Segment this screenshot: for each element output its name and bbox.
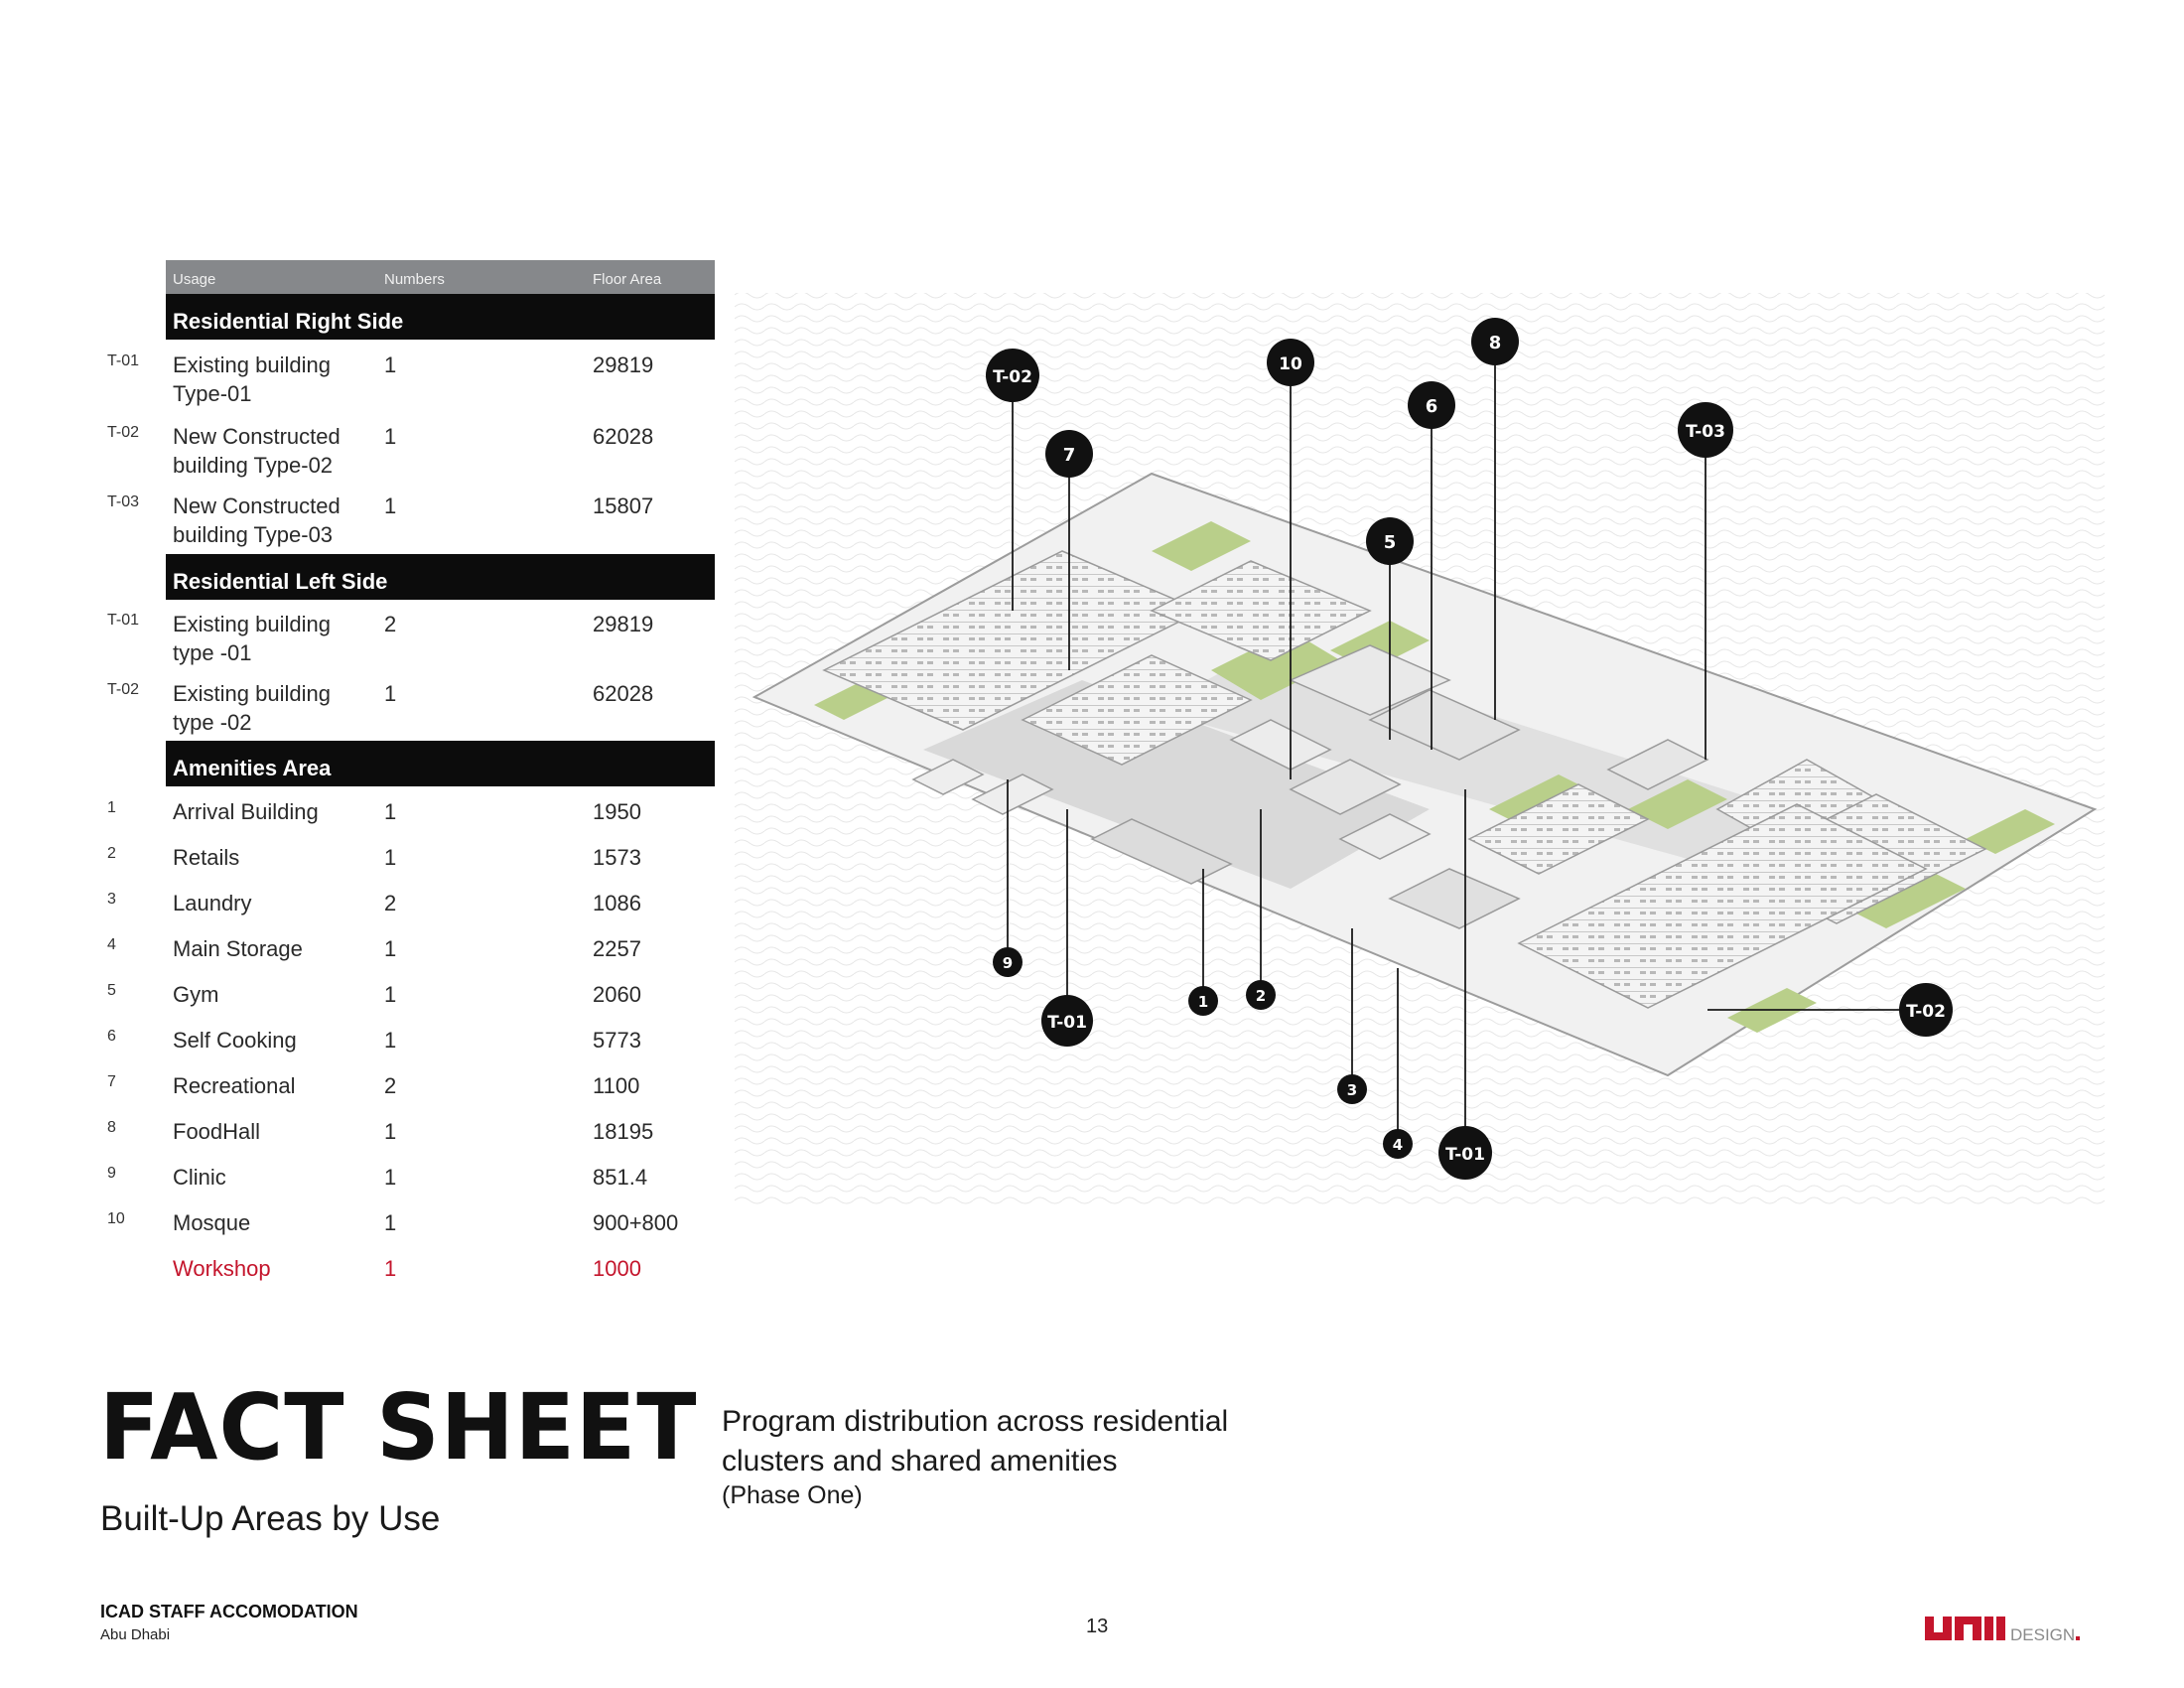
svg-text:3: 3 [1346,1081,1358,1099]
row-numbers: 1 [384,424,397,449]
row-numbers: 1 [384,982,397,1007]
svg-text:4: 4 [1392,1136,1404,1154]
row-usage: Existing building Type-01 [173,352,331,406]
row-code: T-02 [107,424,140,441]
row-code: T-01 [107,612,140,629]
row-numbers: 1 [384,845,397,870]
row-numbers: 2 [384,612,397,636]
row-code: 6 [107,1028,116,1045]
row-numbers: 1 [384,1165,397,1190]
row-area: 5773 [593,1028,641,1053]
company-logo [1923,1609,2102,1646]
row-usage: Main Storage [173,936,303,961]
svg-text:T-01: T-01 [1445,1145,1485,1165]
page-title: FACT SHEET [99,1374,698,1480]
row-numbers: 2 [384,1073,397,1098]
row-code: T-03 [107,493,140,510]
row-numbers: 1 [384,799,397,824]
row-code: T-02 [107,681,140,698]
marker-t03 [1678,402,1733,458]
row-area: 62028 [593,681,654,706]
row-usage: Clinic [173,1165,226,1190]
logo-wordmark: DESIGN [2010,1625,2076,1644]
marker-t01-left [1041,995,1093,1047]
row-area: 1950 [593,799,641,824]
row-numbers: 1 [384,936,397,961]
row-code: 8 [107,1119,116,1136]
row-area: 2257 [593,936,641,961]
row-code: 10 [107,1210,125,1227]
row-area: 62028 [593,424,654,449]
svg-text:T-01: T-01 [1047,1013,1087,1033]
marker-4 [1383,1129,1413,1159]
site-plan-illustration [735,253,2105,1206]
row-area: 1573 [593,845,641,870]
marker-2 [1246,980,1276,1010]
row-usage: Laundry [173,891,252,915]
page-number: 13 [1086,1616,1109,1637]
svg-text:2: 2 [1255,987,1267,1005]
table-header [166,260,715,294]
section-amenities: Amenities Area [166,741,715,786]
row-area: 1086 [593,891,641,915]
row-usage: New Constructed building Type-03 [173,493,341,547]
page-subtitle: Built-Up Areas by Use [100,1499,441,1538]
row-numbers: 1 [384,1210,397,1235]
row-code: 1 [107,799,116,816]
header-usage: Usage [173,271,216,288]
row-area: 1100 [593,1073,640,1098]
marker-10 [1267,339,1314,386]
row-area: 29819 [593,612,654,636]
row-usage: Retails [173,845,240,870]
marker-5 [1366,517,1414,565]
svg-text:6: 6 [1425,396,1438,417]
svg-text:7: 7 [1062,445,1076,466]
logo-mark [1925,1617,2005,1640]
svg-text:1: 1 [1197,993,1209,1011]
row-numbers: 1 [384,1256,397,1281]
row-usage: Arrival Building [173,799,319,824]
row-code: 7 [107,1073,116,1090]
row-usage: Recreational [173,1073,296,1098]
row-numbers: 1 [384,681,397,706]
row-area: 15807 [593,493,654,518]
svg-text:T-03: T-03 [1686,422,1725,442]
row-area: 851.4 [593,1165,648,1190]
svg-text:T-02: T-02 [1906,1002,1946,1022]
row-code: T-01 [107,352,140,369]
row-usage: Existing building type -01 [173,612,331,665]
row-usage: FoodHall [173,1119,261,1144]
row-usage: Workshop [173,1256,271,1281]
row-numbers: 1 [384,1028,397,1053]
marker-7 [1045,430,1093,478]
svg-text:10: 10 [1279,354,1302,374]
marker-9 [993,947,1023,977]
row-area: 29819 [593,352,654,377]
row-usage: Self Cooking [173,1028,297,1053]
row-code: 3 [107,891,116,908]
marker-t01-bottom [1438,1126,1492,1180]
svg-text:9: 9 [1002,954,1014,972]
row-usage: Existing building type -02 [173,681,331,735]
marker-1 [1188,986,1218,1016]
description: Program distribution across residential clusters and shared amenities [722,1405,1229,1477]
row-area: 18195 [593,1119,654,1144]
row-usage: Gym [173,982,219,1007]
marker-3 [1337,1074,1367,1104]
row-usage: Mosque [173,1210,251,1235]
project-location: Abu Dhabi [100,1626,171,1643]
row-code: 2 [107,845,116,862]
logo-dot [2076,1636,2080,1640]
row-numbers: 1 [384,1119,397,1144]
row-usage: New Constructed building Type-02 [173,424,341,478]
row-area: 900+800 [593,1210,679,1235]
site-plan [735,253,2105,1206]
header-floor-area: Floor Area [593,271,662,288]
row-numbers: 2 [384,891,397,915]
row-numbers: 1 [384,352,397,377]
svg-text:8: 8 [1488,333,1502,353]
header-numbers: Numbers [384,271,445,288]
marker-t02-right [1899,983,1953,1037]
section-residential-right: Residential Right Side [166,294,715,340]
svg-text:T-02: T-02 [993,367,1032,387]
project-name: ICAD STAFF ACCOMODATION [100,1602,358,1621]
row-code: 4 [107,936,116,953]
row-area: 1000 [593,1256,641,1281]
row-code: 5 [107,982,116,999]
row-area: 2060 [593,982,641,1007]
marker-6 [1408,381,1455,429]
marker-t02-top [986,349,1039,402]
row-code: 9 [107,1165,116,1182]
section-residential-left: Residential Left Side [166,554,715,600]
marker-8 [1471,318,1519,365]
phase-note: (Phase One) [722,1481,863,1509]
row-numbers: 1 [384,493,397,518]
svg-text:5: 5 [1383,532,1397,553]
